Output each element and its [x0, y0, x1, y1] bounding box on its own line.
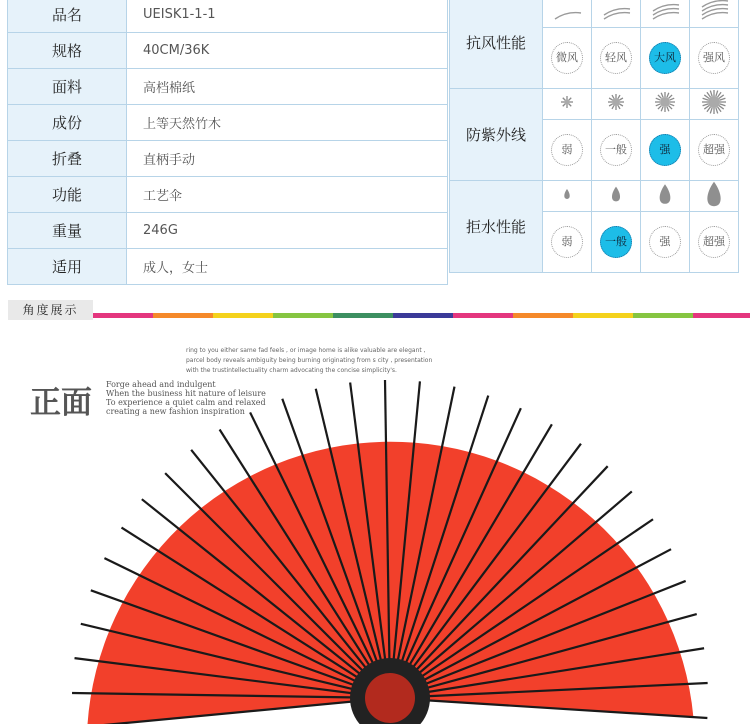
spec-label: 适用	[8, 249, 127, 285]
color-strip-segment	[333, 313, 393, 318]
desc-line-2: parcel body reveals ambiguity being burning originating from s city , presentation	[186, 357, 433, 364]
sun-icon	[690, 89, 739, 120]
color-strip-segment	[393, 313, 453, 318]
level-badge: 弱	[551, 134, 583, 166]
level-cell	[592, 212, 641, 273]
level-cell	[690, 28, 739, 89]
level-cell	[641, 28, 690, 89]
spec-value: UEISK1-1-1	[127, 0, 448, 33]
level-cell	[592, 120, 641, 181]
level-cell	[543, 28, 592, 89]
level-badge: 一般	[600, 134, 632, 166]
performance-category: 防紫外线	[450, 89, 543, 181]
spec-value: 40CM/36K	[127, 33, 448, 69]
spec-label: 成份	[8, 105, 127, 141]
water-drop-icon	[592, 181, 641, 212]
spec-label: 面料	[8, 69, 127, 105]
wind-icon	[690, 0, 739, 28]
spec-row	[8, 177, 448, 213]
spec-label: 重量	[8, 213, 127, 249]
performance-category: 拒水性能	[450, 181, 543, 273]
spec-value: 成人，女士	[127, 249, 448, 285]
spec-table	[7, 0, 448, 285]
level-badge-selected: 一般	[600, 226, 632, 258]
level-cell	[592, 28, 641, 89]
level-cell	[543, 212, 592, 273]
spec-value: 工艺伞	[127, 177, 448, 213]
spec-label: 折叠	[8, 141, 127, 177]
level-badge-selected: 强	[649, 134, 681, 166]
spec-value: 高档棉纸	[127, 69, 448, 105]
level-badge: 强风	[698, 42, 730, 74]
color-strip-segment	[93, 313, 153, 318]
subtitle-line: When the business hit nature of leisure	[106, 389, 266, 398]
wind-icon	[592, 0, 641, 28]
spec-label: 功能	[8, 177, 127, 213]
level-badge: 超强	[698, 134, 730, 166]
desc-line-1: ring to you either same fad feels , or image home is alike valuable are elegant ,	[186, 347, 426, 354]
spec-label: 品名	[8, 0, 127, 33]
spec-row	[8, 141, 448, 177]
spec-row	[8, 69, 448, 105]
level-cell	[690, 120, 739, 181]
color-strip-segment	[453, 313, 513, 318]
color-strip-segment	[693, 313, 750, 318]
color-strip-segment	[513, 313, 573, 318]
section-header	[0, 300, 750, 320]
level-badge: 微风	[551, 42, 583, 74]
spec-row	[8, 33, 448, 69]
sun-icon	[641, 89, 690, 120]
performance-icon-row	[450, 0, 739, 28]
color-strip-segment	[633, 313, 693, 318]
color-strip-segment	[153, 313, 213, 318]
spec-row	[8, 249, 448, 285]
section-tab-angle-view[interactable]: 角度展示	[8, 300, 93, 320]
spec-row	[8, 213, 448, 249]
color-strip-segment	[573, 313, 633, 318]
view-subtitle	[106, 380, 266, 416]
performance-icon-row	[450, 89, 739, 120]
spec-row	[8, 0, 448, 33]
performance-table	[449, 0, 739, 273]
performance-icon-row	[450, 181, 739, 212]
level-cell	[690, 212, 739, 273]
level-badge: 轻风	[600, 42, 632, 74]
color-strip-segment	[273, 313, 333, 318]
water-drop-icon	[543, 181, 592, 212]
color-strip-segment	[213, 313, 273, 318]
performance-category: 抗风性能	[450, 0, 543, 89]
view-title: 正面	[30, 385, 92, 421]
spec-row	[8, 105, 448, 141]
subtitle-line: creating a new fashion inspiration	[106, 407, 245, 416]
spec-value: 上等天然竹木	[127, 105, 448, 141]
spec-label: 规格	[8, 33, 127, 69]
water-drop-icon	[690, 181, 739, 212]
wind-icon	[543, 0, 592, 28]
level-cell	[641, 212, 690, 273]
level-cell	[543, 120, 592, 181]
spec-value: 246G	[127, 213, 448, 249]
level-badge-selected: 大风	[649, 42, 681, 74]
desc-line-3: with the trustintellectuality charm advocating the concise simplicity's.	[186, 367, 397, 374]
level-badge: 强	[649, 226, 681, 258]
level-badge: 超强	[698, 226, 730, 258]
level-cell	[641, 120, 690, 181]
subtitle-line: Forge ahead and indulgent	[106, 380, 216, 389]
level-badge: 弱	[551, 226, 583, 258]
subtitle-line: To experience a quiet calm and relaxed	[106, 398, 266, 407]
wind-icon	[641, 0, 690, 28]
sun-icon	[592, 89, 641, 120]
umbrella-hub-inner	[365, 673, 415, 723]
water-drop-icon	[641, 181, 690, 212]
sun-icon	[543, 89, 592, 120]
spec-value: 直柄手动	[127, 141, 448, 177]
